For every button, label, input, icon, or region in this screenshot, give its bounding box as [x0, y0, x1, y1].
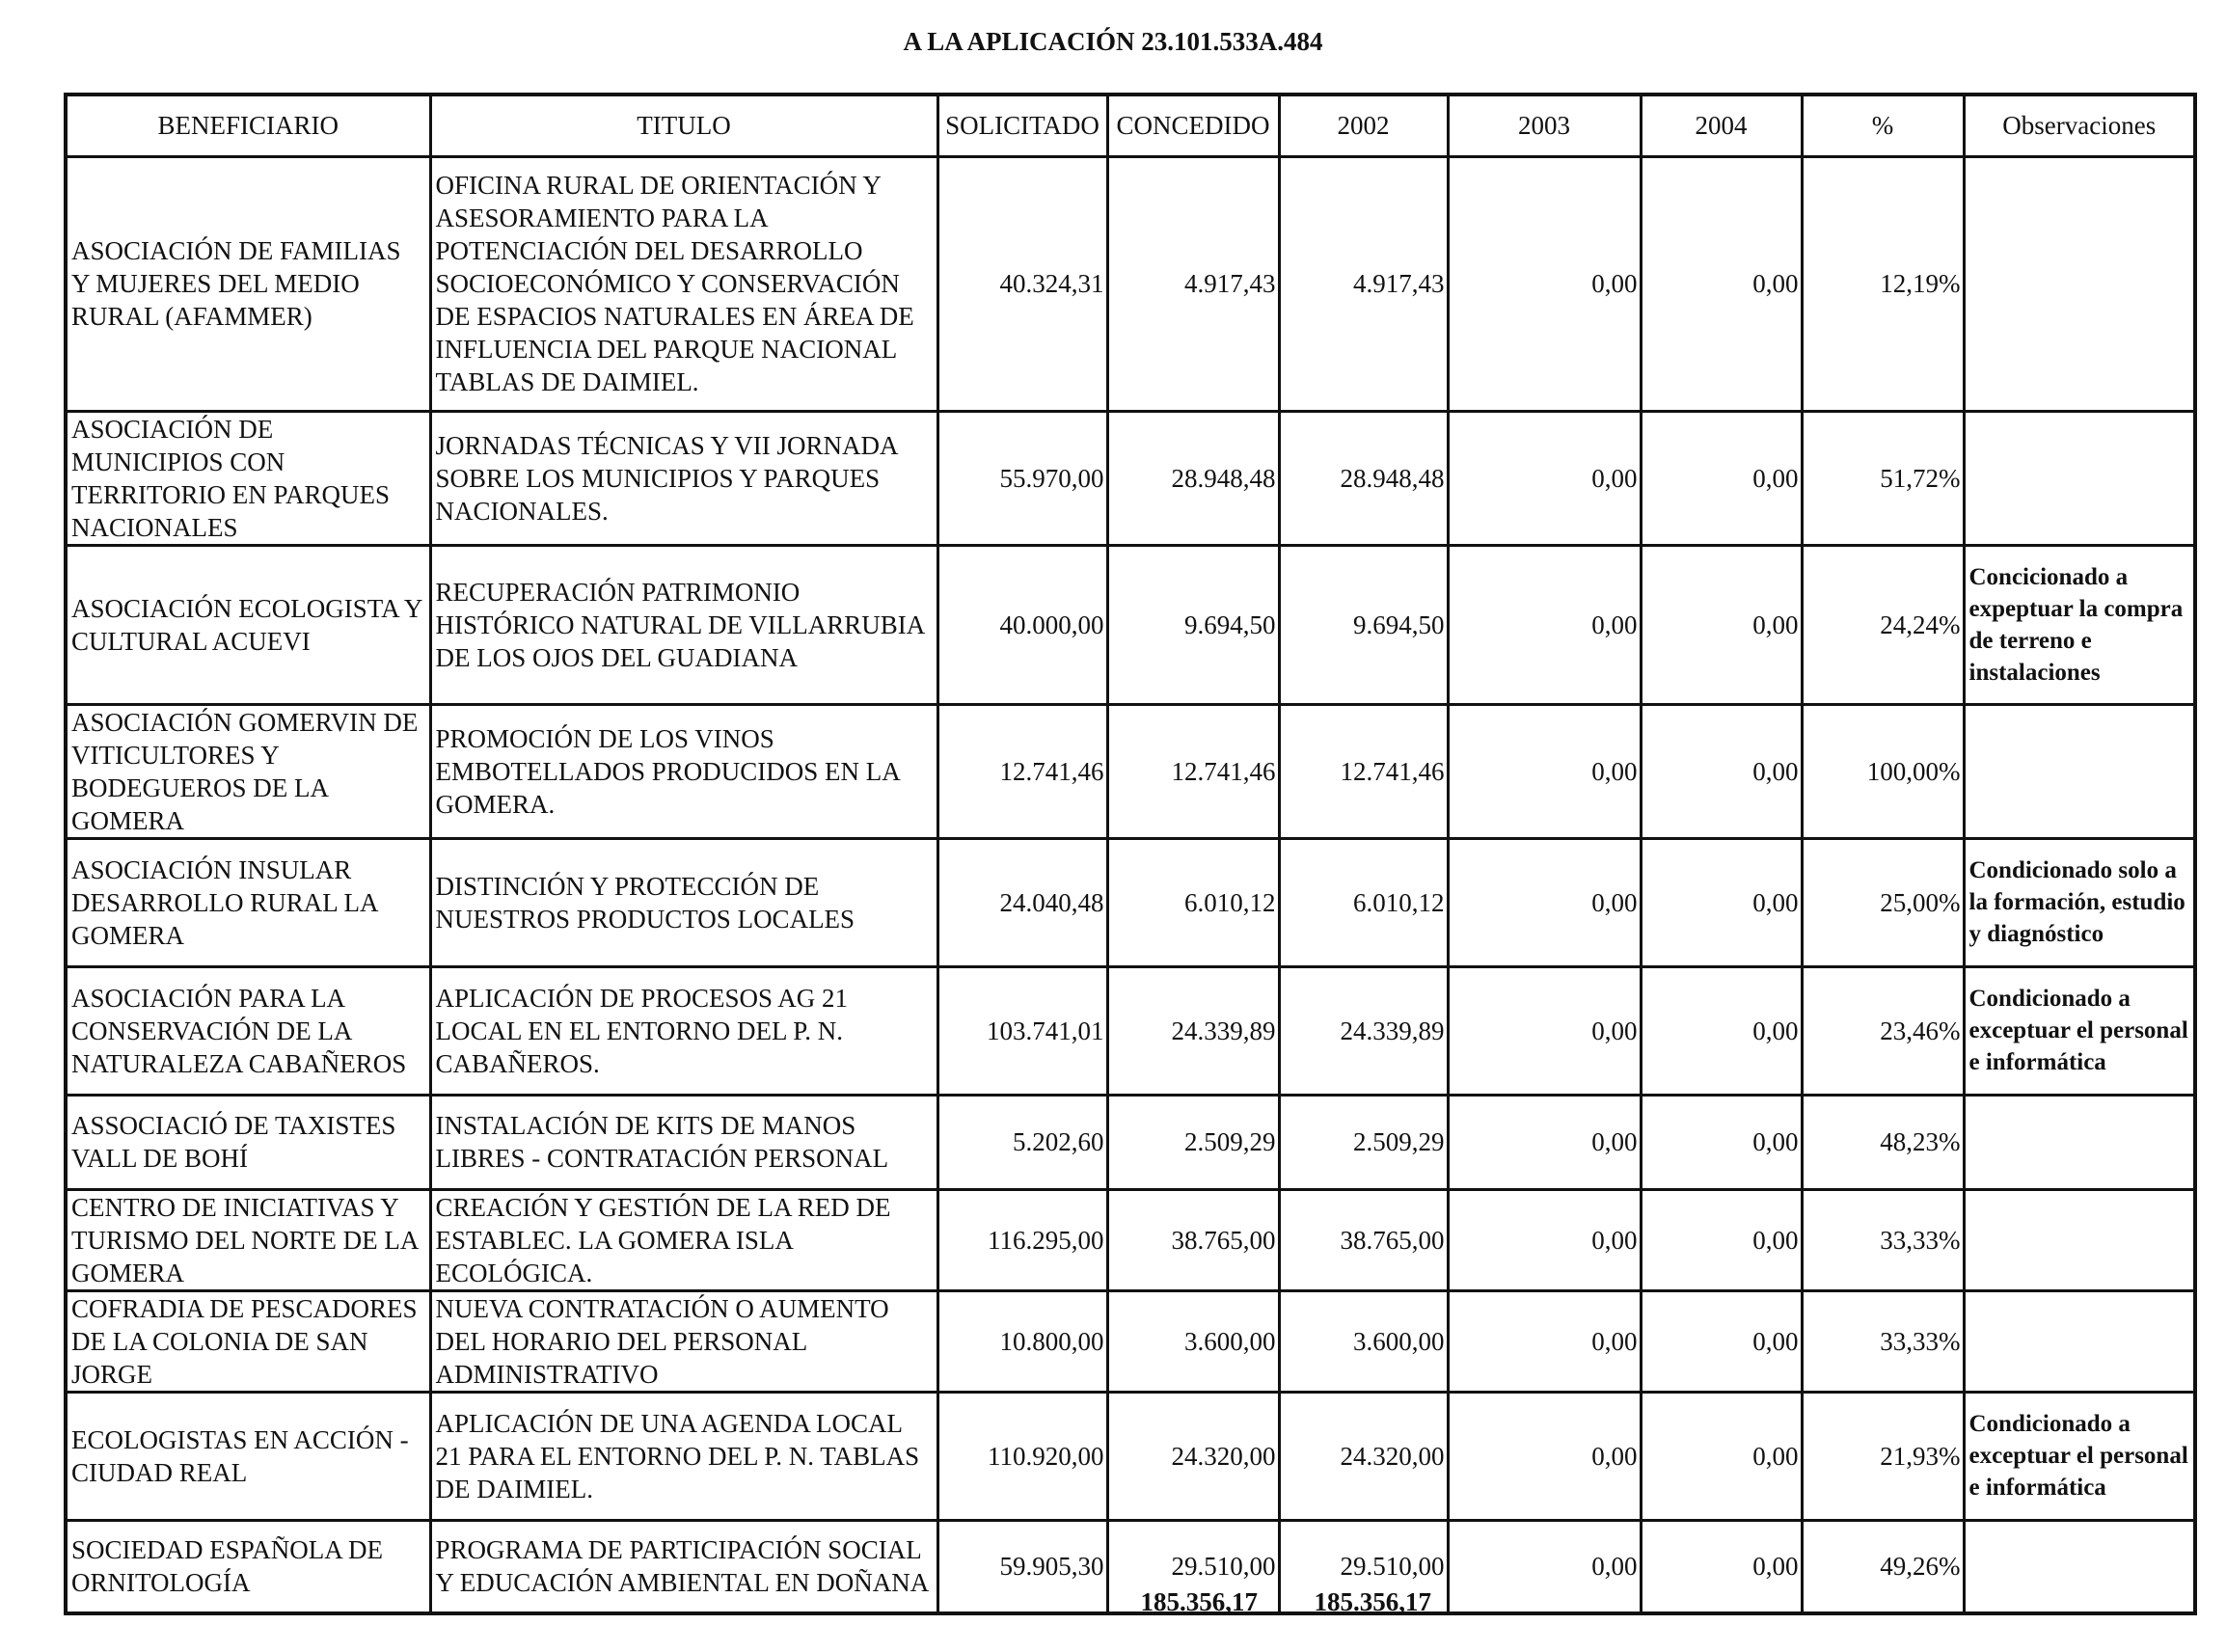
grants-table: [64, 93, 2197, 1615]
table-row: [66, 545, 2195, 704]
cell-2002: 12.741,46: [1279, 704, 1448, 838]
total-concedido: 185.356,17: [1140, 1587, 1258, 1616]
cell-concedido: 4.917,43: [1107, 156, 1279, 411]
cell-concedido: 9.694,50: [1107, 545, 1279, 704]
cell-titulo: NUEVA CONTRATACIÓN O AUMENTO DEL HORARIO DEL PERSONAL ADMINISTRATIVO: [430, 1290, 937, 1392]
cell-beneficiario: ASOCIACIÓN ECOLOGISTA Y CULTURAL ACUEVI: [66, 545, 430, 704]
cell-beneficiario: ASSOCIACIÓ DE TAXISTES VALL DE BOHÍ: [66, 1095, 430, 1189]
cell-observaciones: [1964, 1520, 2195, 1613]
header-titulo: TITULO: [430, 95, 937, 156]
cell-2003: 0,00: [1448, 1520, 1641, 1613]
cell-2004: 0,00: [1641, 1189, 1802, 1290]
cell-concedido: 6.010,12: [1107, 838, 1279, 966]
cell-2004: 0,00: [1641, 1290, 1802, 1392]
cell-2004: 0,00: [1641, 411, 1802, 545]
cell-concedido: 28.948,48: [1107, 411, 1279, 545]
cell-observaciones: [1964, 1189, 2195, 1290]
cell-observaciones: [1964, 1290, 2195, 1392]
table-row: [66, 704, 2195, 838]
header-pct: %: [1802, 95, 1964, 156]
table-row: [66, 966, 2195, 1095]
cell-concedido: 12.741,46: [1107, 704, 1279, 838]
cell-2003: 0,00: [1448, 966, 1641, 1095]
cell-2003: 0,00: [1448, 156, 1641, 411]
table-row: [66, 1189, 2195, 1290]
cell-pct: 49,26%: [1802, 1520, 1964, 1613]
cell-2004: 0,00: [1641, 1095, 1802, 1189]
cell-solicitado: 5.202,60: [937, 1095, 1107, 1189]
cell-solicitado: 40.324,31: [937, 156, 1107, 411]
cell-concedido: 2.509,29: [1107, 1095, 1279, 1189]
cell-observaciones: Condicionado solo a la formación, estudio y diagnóstico: [1964, 838, 2195, 966]
cell-titulo: PROMOCIÓN DE LOS VINOS EMBOTELLADOS PRODUCIDOS EN LA GOMERA.: [430, 704, 937, 838]
cell-solicitado: 24.040,48: [937, 838, 1107, 966]
table-row: [66, 156, 2195, 411]
cell-pct: 21,93%: [1802, 1392, 1964, 1520]
cell-observaciones: Concicionado a expeptuar la compra de terreno e instalaciones: [1964, 545, 2195, 704]
cell-pct: 33,33%: [1802, 1290, 1964, 1392]
cell-beneficiario: CENTRO DE INICIATIVAS Y TURISMO DEL NORTE DE LA GOMERA: [66, 1189, 430, 1290]
cell-2002: 2.509,29: [1279, 1095, 1448, 1189]
cell-observaciones: Condicionado a exceptuar el personal e informática: [1964, 966, 2195, 1095]
cell-beneficiario: ASOCIACIÓN GOMERVIN DE VITICULTORES Y BODEGUEROS DE LA GOMERA: [66, 704, 430, 838]
cell-2004: 0,00: [1641, 1392, 1802, 1520]
cell-titulo: OFICINA RURAL DE ORIENTACIÓN Y ASESORAMIENTO PARA LA POTENCIACIÓN DEL DESARROLLO SOCIOECONÓMICO Y CONSERVACIÓN DE ESPACIOS NATURALES EN ÁREA DE INFLUENCIA DEL PARQUE NACIONAL TABLAS DE DAIMIEL.: [430, 156, 937, 411]
cell-observaciones: [1964, 704, 2195, 838]
cell-pct: 12,19%: [1802, 156, 1964, 411]
cell-2002: 3.600,00: [1279, 1290, 1448, 1392]
cell-2004: 0,00: [1641, 704, 1802, 838]
header-2003: 2003: [1448, 95, 1641, 156]
cell-titulo: RECUPERACIÓN PATRIMONIO HISTÓRICO NATURAL DE VILLARRUBIA DE LOS OJOS DEL GUADIANA: [430, 545, 937, 704]
cell-solicitado: 12.741,46: [937, 704, 1107, 838]
cell-concedido: 24.320,00: [1107, 1392, 1279, 1520]
cell-beneficiario: ASOCIACIÓN PARA LA CONSERVACIÓN DE LA NATURALEZA CABAÑEROS: [66, 966, 430, 1095]
cell-2003: 0,00: [1448, 838, 1641, 966]
cell-beneficiario: ECOLOGISTAS EN ACCIÓN - CIUDAD REAL: [66, 1392, 430, 1520]
cell-2003: 0,00: [1448, 1290, 1641, 1392]
cell-beneficiario: ASOCIACIÓN INSULAR DESARROLLO RURAL LA GOMERA: [66, 838, 430, 966]
header-row: [66, 95, 2195, 156]
header-solicitado: SOLICITADO: [937, 95, 1107, 156]
cell-2003: 0,00: [1448, 1095, 1641, 1189]
cell-observaciones: [1964, 1095, 2195, 1189]
cell-beneficiario: ASOCIACIÓN DE FAMILIAS Y MUJERES DEL MEDIO RURAL (AFAMMER): [66, 156, 430, 411]
cell-pct: 100,00%: [1802, 704, 1964, 838]
page-title: A LA APLICACIÓN 23.101.533A.484: [903, 27, 1323, 56]
cell-2002: 24.320,00: [1279, 1392, 1448, 1520]
cell-solicitado: 59.905,30: [937, 1520, 1107, 1613]
cell-beneficiario: COFRADIA DE PESCADORES DE LA COLONIA DE SAN JORGE: [66, 1290, 430, 1392]
header-2004: 2004: [1641, 95, 1802, 156]
cell-2003: 0,00: [1448, 1392, 1641, 1520]
cell-2002: 6.010,12: [1279, 838, 1448, 966]
cell-concedido: 29.510,00: [1107, 1520, 1279, 1613]
cell-titulo: INSTALACIÓN DE KITS DE MANOS LIBRES - CONTRATACIÓN PERSONAL: [430, 1095, 937, 1189]
table-row: [66, 411, 2195, 545]
cell-observaciones: [1964, 411, 2195, 545]
cell-2003: 0,00: [1448, 411, 1641, 545]
cell-2003: 0,00: [1448, 545, 1641, 704]
cell-titulo: CREACIÓN Y GESTIÓN DE LA RED DE ESTABLEC. LA GOMERA ISLA ECOLÓGICA.: [430, 1189, 937, 1290]
cell-2002: 9.694,50: [1279, 545, 1448, 704]
cell-solicitado: 55.970,00: [937, 411, 1107, 545]
cell-solicitado: 40.000,00: [937, 545, 1107, 704]
cell-2004: 0,00: [1641, 838, 1802, 966]
cell-titulo: PROGRAMA DE PARTICIPACIÓN SOCIAL Y EDUCACIÓN AMBIENTAL EN DOÑANA: [430, 1520, 937, 1613]
total-2002: 185.356,17: [1314, 1587, 1431, 1616]
table-row: [66, 1392, 2195, 1520]
cell-2002: 29.510,00: [1279, 1520, 1448, 1613]
cell-2003: 0,00: [1448, 1189, 1641, 1290]
header-observaciones: Observaciones: [1964, 95, 2195, 156]
cell-pct: 24,24%: [1802, 545, 1964, 704]
cell-pct: 23,46%: [1802, 966, 1964, 1095]
cell-2002: 28.948,48: [1279, 411, 1448, 545]
cell-concedido: 38.765,00: [1107, 1189, 1279, 1290]
cell-titulo: DISTINCIÓN Y PROTECCIÓN DE NUESTROS PRODUCTOS LOCALES: [430, 838, 937, 966]
cell-solicitado: 116.295,00: [937, 1189, 1107, 1290]
cell-titulo: JORNADAS TÉCNICAS Y VII JORNADA SOBRE LOS MUNICIPIOS Y PARQUES NACIONALES.: [430, 411, 937, 545]
cell-solicitado: 103.741,01: [937, 966, 1107, 1095]
header-concedido: CONCEDIDO: [1107, 95, 1279, 156]
cell-concedido: 24.339,89: [1107, 966, 1279, 1095]
header-2002: 2002: [1279, 95, 1448, 156]
cell-observaciones: [1964, 156, 2195, 411]
cell-solicitado: 10.800,00: [937, 1290, 1107, 1392]
cell-pct: 33,33%: [1802, 1189, 1964, 1290]
cell-concedido: 3.600,00: [1107, 1290, 1279, 1392]
cell-pct: 51,72%: [1802, 411, 1964, 545]
cell-pct: 25,00%: [1802, 838, 1964, 966]
cell-2002: 24.339,89: [1279, 966, 1448, 1095]
cell-beneficiario: ASOCIACIÓN DE MUNICIPIOS CON TERRITORIO EN PARQUES NACIONALES: [66, 411, 430, 545]
table-row: [66, 1290, 2195, 1392]
cell-solicitado: 110.920,00: [937, 1392, 1107, 1520]
header-beneficiario: BENEFICIARIO: [66, 95, 430, 156]
cell-2004: 0,00: [1641, 156, 1802, 411]
cell-titulo: APLICACIÓN DE PROCESOS AG 21 LOCAL EN EL ENTORNO DEL P. N. CABAÑEROS.: [430, 966, 937, 1095]
cell-2002: 38.765,00: [1279, 1189, 1448, 1290]
cell-2004: 0,00: [1641, 966, 1802, 1095]
cell-titulo: APLICACIÓN DE UNA AGENDA LOCAL 21 PARA EL ENTORNO DEL P. N. TABLAS DE DAIMIEL.: [430, 1392, 937, 1520]
cell-2003: 0,00: [1448, 704, 1641, 838]
cell-beneficiario: SOCIEDAD ESPAÑOLA DE ORNITOLOGÍA: [66, 1520, 430, 1613]
table-row: [66, 838, 2195, 966]
cell-2004: 0,00: [1641, 545, 1802, 704]
table-row: [66, 1095, 2195, 1189]
cell-observaciones: Condicionado a exceptuar el personal e informática: [1964, 1392, 2195, 1520]
cell-2002: 4.917,43: [1279, 156, 1448, 411]
cell-2004: 0,00: [1641, 1520, 1802, 1613]
cell-pct: 48,23%: [1802, 1095, 1964, 1189]
